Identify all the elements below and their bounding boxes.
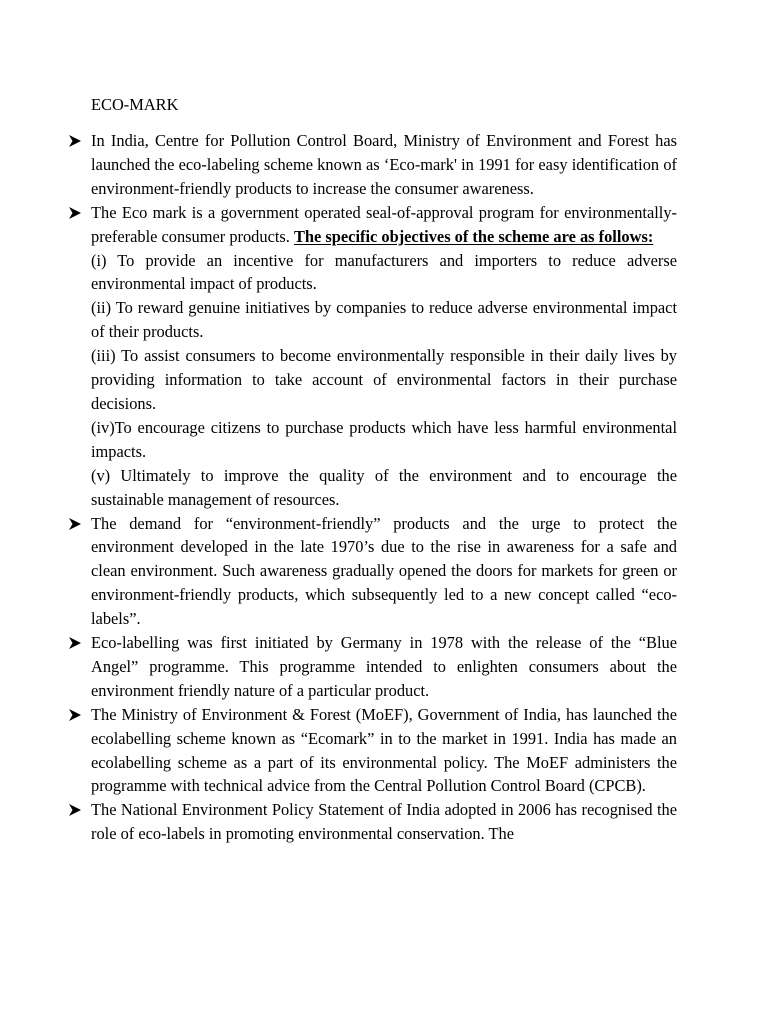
arrowhead-bullet-icon <box>68 512 84 536</box>
objective-item: (i) To provide an incentive for manufacturers and importers to reduce adverse environmental impact of products. <box>91 250 677 294</box>
objective-item: (iv)To encourage citizens to purchase products which have less harmful environmental impacts. <box>91 417 677 461</box>
objective-item: (iii) To assist consumers to become environmentally responsible in their daily lives by providing information to take account of environmental factors in their purchase decisions. <box>91 346 677 413</box>
bullet-text: The Eco mark is a government operated seal-of-approval program for environmentally-preferable consumer products. <box>91 202 677 246</box>
list-item <box>91 512 677 632</box>
objective-item: (v) Ultimately to improve the quality of the environment and to encourage the sustainable management of resources. <box>91 465 677 509</box>
bullet-text: The demand for “environment-friendly” products and the urge to protect the environment developed in the late 1970’s due to the rise in awareness for a safe and clean environment. Such awareness gradually opened the doors for markets for green or environment-friendly products, which subsequently led to a new concept called “eco-labels”. <box>91 513 677 629</box>
bullet-text: Eco-labelling was first initiated by Germany in 1978 with the release of the “Blue Angel” programme. This programme intended to enlighten consumers about the environment friendly nature of a particular product. <box>91 633 677 700</box>
arrowhead-bullet-icon <box>68 703 84 727</box>
list-item <box>91 201 677 249</box>
objectives-heading: The specific objectives of the scheme are as follows: <box>293 226 654 246</box>
list-item <box>91 631 677 703</box>
bullet-text: In India, Centre for Pollution Control Board, Ministry of Environment and Forest has launched the eco-labeling scheme known as ‘Eco-mark' in 1991 for easy identification of environment-friendly products to increase the consumer awareness. <box>91 131 677 198</box>
bullet-text: The Ministry of Environment & Forest (MoEF), Government of India, has launched the ecolabelling scheme known as “Ecomark” in to the market in 1991. India has made an ecolabelling scheme as a part of its environmental policy. The MoEF administers the programme with technical advice from the Central Pollution Control Board (CPCB). <box>91 704 677 796</box>
list-item <box>91 798 677 846</box>
list-item <box>91 703 677 799</box>
bullet-text: The National Environment Policy Statement of India adopted in 2006 has recognised the role of eco-labels in promoting environmental conservation. The <box>91 800 677 844</box>
arrowhead-bullet-icon <box>68 631 84 655</box>
arrowhead-bullet-icon <box>68 201 84 225</box>
arrowhead-bullet-icon <box>68 798 84 822</box>
document-title: ECO-MARK <box>91 95 179 114</box>
arrowhead-bullet-icon <box>68 129 84 153</box>
list-item <box>91 129 677 201</box>
objective-item: (ii) To reward genuine initiatives by companies to reduce adverse environmental impact of their products. <box>91 298 677 342</box>
document-body <box>91 129 677 846</box>
